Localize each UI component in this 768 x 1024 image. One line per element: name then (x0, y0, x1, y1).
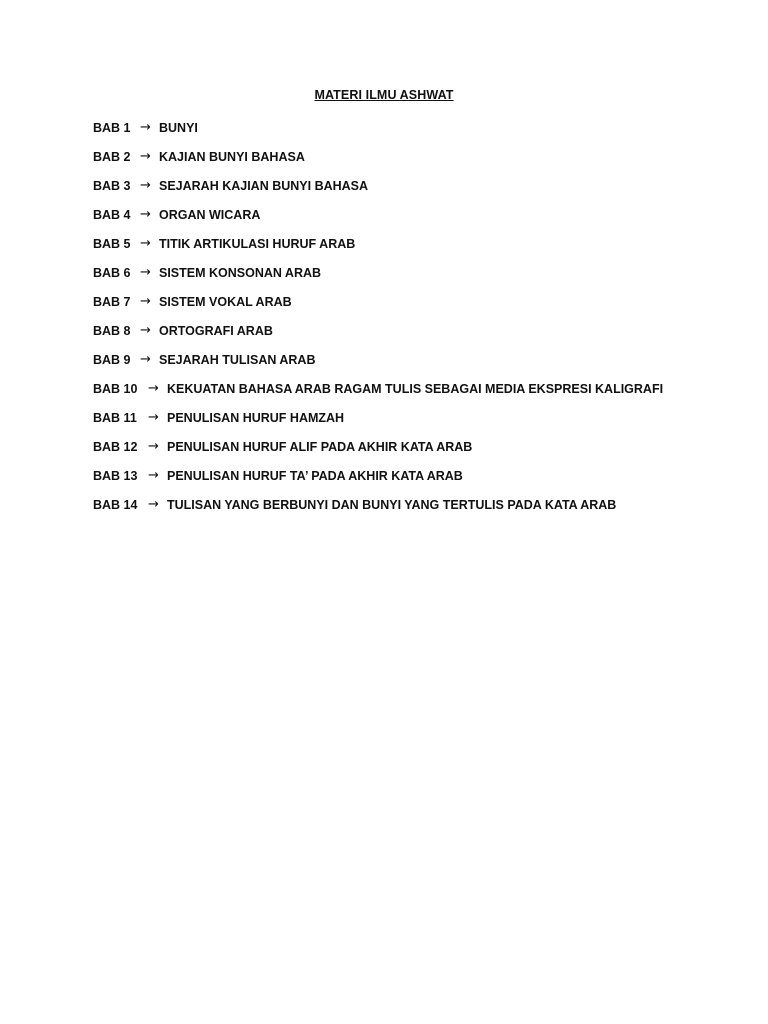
chapter-row (93, 171, 733, 200)
chapter-number: BAB 6 (93, 265, 131, 280)
chapter-row (93, 316, 733, 345)
chapter-title: SEJARAH TULISAN ARAB (159, 352, 316, 367)
chapter-title: TITIK ARTIKULASI HURUF ARAB (159, 236, 356, 251)
chapter-number: BAB 14 (93, 497, 138, 512)
arrow-right-icon: → (140, 352, 151, 367)
chapter-title: ORTOGRAFI ARAB (159, 323, 273, 338)
chapter-title: PENULISAN HURUF HAMZAH (167, 410, 345, 425)
chapter-title: KAJIAN BUNYI BAHASA (159, 149, 305, 164)
arrow-right-icon: → (140, 120, 151, 135)
chapter-row (93, 113, 733, 142)
chapter-number: BAB 1 (93, 120, 131, 135)
chapter-number: BAB 9 (93, 352, 131, 367)
chapter-number: BAB 10 (93, 381, 138, 396)
arrow-right-icon: → (140, 207, 151, 222)
chapter-title: PENULISAN HURUF ALIF PADA AKHIR KATA ARAB (167, 439, 473, 454)
chapter-number: BAB 8 (93, 323, 131, 338)
chapter-title: PENULISAN HURUF TA’ PADA AKHIR KATA ARAB (167, 468, 463, 483)
chapter-title: SISTEM KONSONAN ARAB (159, 265, 322, 280)
arrow-right-icon: → (148, 410, 159, 425)
chapter-list (93, 113, 733, 519)
chapter-title: SISTEM VOKAL ARAB (159, 294, 292, 309)
chapter-number: BAB 2 (93, 149, 131, 164)
arrow-right-icon: → (140, 323, 151, 338)
chapter-title: TULISAN YANG BERBUNYI DAN BUNYI YANG TERTULIS PADA KATA ARAB (167, 497, 617, 512)
chapter-row (93, 432, 733, 461)
chapter-title: SEJARAH KAJIAN BUNYI BAHASA (159, 178, 369, 193)
arrow-right-icon: → (140, 294, 151, 309)
arrow-right-icon: → (148, 497, 159, 512)
arrow-right-icon: → (148, 439, 159, 454)
arrow-right-icon: → (140, 149, 151, 164)
arrow-right-icon: → (140, 265, 151, 280)
chapter-number: BAB 11 (93, 410, 137, 425)
chapter-row (93, 258, 733, 287)
arrow-right-icon: → (140, 236, 151, 251)
chapter-title: ORGAN WICARA (159, 207, 261, 222)
chapter-number: BAB 3 (93, 178, 131, 193)
chapter-row (93, 461, 733, 490)
chapter-number: BAB 13 (93, 468, 138, 483)
arrow-right-icon: → (148, 468, 159, 483)
chapter-number: BAB 12 (93, 439, 138, 454)
chapter-row (93, 403, 733, 432)
chapter-row (93, 374, 733, 403)
arrow-right-icon: → (148, 381, 159, 396)
chapter-number: BAB 4 (93, 207, 131, 222)
chapter-number: BAB 7 (93, 294, 131, 309)
chapter-row (93, 287, 733, 316)
chapter-row (93, 229, 733, 258)
chapter-row (93, 345, 733, 374)
chapter-row (93, 490, 733, 519)
chapter-number: BAB 5 (93, 236, 131, 251)
chapter-row (93, 200, 733, 229)
chapter-title: BUNYI (159, 120, 198, 135)
document-title: MATERI ILMU ASHWAT (314, 88, 454, 102)
arrow-right-icon: → (140, 178, 151, 193)
chapter-row (93, 142, 733, 171)
chapter-title: KEKUATAN BAHASA ARAB RAGAM TULIS SEBAGAI MEDIA EKSPRESI KALIGRAFI (167, 381, 664, 396)
